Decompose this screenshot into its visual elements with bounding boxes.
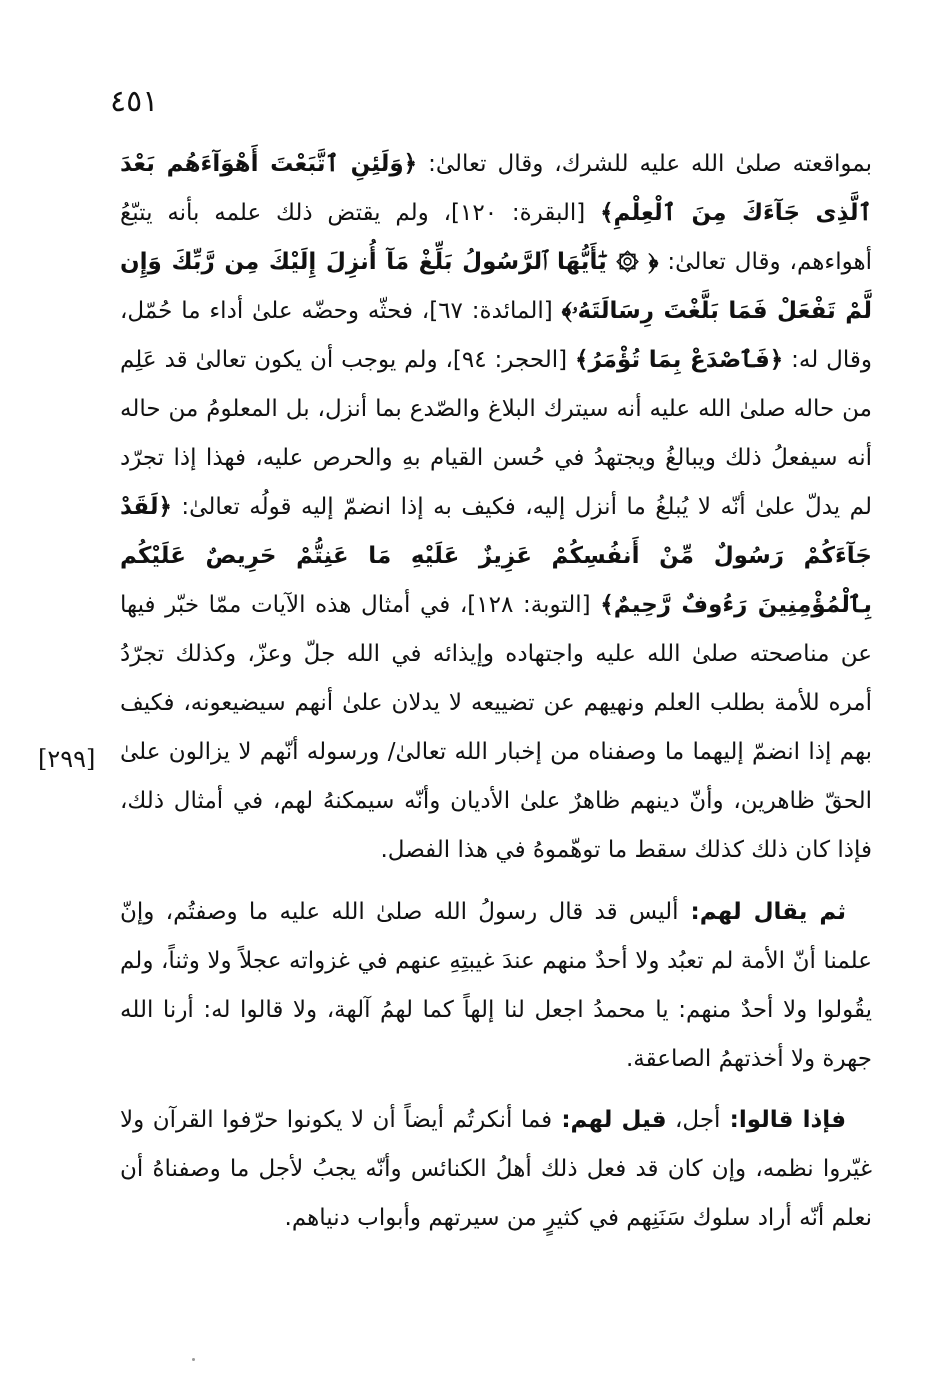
body-paragraph-1 (120, 140, 872, 875)
body-paragraph-2 (120, 888, 872, 1084)
page-number: ٤٥١ (110, 84, 159, 119)
text-segment: [البقرة: ١٢٠]، ولم يقتض ذلك علمه بأنه يتبّعُ أهواءهم، وقال تعالىٰ: (120, 200, 872, 275)
body-paragraph-3 (120, 1096, 872, 1243)
text-segment: أجل، (666, 1107, 721, 1133)
quran-verse: ﴿لَقَدْ جَآءَكُمْ رَسُولٌ مِّنْ أَنفُسِكُمْ عَزِيزٌ عَلَيْهِ مَا عَنِتُّمْ حَرِيصٌ عَلَيْكُم بِٱلْمُؤْمِنِينَ رَءُوفٌ رَّحِيمٌ﴾ (120, 494, 873, 618)
text-segment: بمواقعته صلىٰ الله عليه للشرك، وقال تعالىٰ: (417, 151, 872, 177)
text-segment: [الحجر: ٩٤]، ولم يوجب أن يكون تعالىٰ قد عَلِم من حاله صلىٰ الله عليه أنه سيترك البلاغ والصّدع بما أنزل، بل المعلومُ من حاله أنه سيفعلُ ذلك ويبالغُ ويجتهدُ في حُسن القيام بهِ والحرص عليه، فهذا إذا تجرّد لم يدلّ علىٰ أنّه لا يُبلغُ ما أنزل إليه، فكيف به إذا انضمّ إليه قولُه تعالىٰ: (120, 347, 872, 520)
text-segment: [التوبة: ١٢٨]، في أمثال هذه الآيات ممّا خبّر فيها عن مناصحته صلىٰ الله عليه واجتهاده وإيذائه في الله جلّ وعزّ، وكذلك تجرّدُ أمره للأمة بطلب العلم ونهيهم عن تضييعه لا يدلان علىٰ أنهم سيضيعونه، فكيف بهم إذا انضمّ إليهما ما وصفناه من إخبار الله تعالىٰ/ ورسوله أنّهم لا يزالون علىٰ الحقّ ظاهرين، وأنّ دينهم ظاهرٌ علىٰ الأديان وأنّه سيمكنهُ لهم، في أمثال ذلك، فإذا كان ذلك كذلك سقط ما توهّموهُ في هذا الفصل. (120, 592, 872, 863)
lead-phrase: ثم يقال لهم: (678, 899, 847, 925)
margin-reference: [٢٩٩] (38, 745, 96, 773)
lead-phrase: فإذا قالوا: (720, 1107, 847, 1133)
text-segment: أليس قد قال رسولُ الله صلىٰ الله عليه ما وصفتُم، وإنّ علمنا أنّ الأمة لم تعبُد ولا أحدٌ منهم عندَ غيبتِهِ عنهم في غزواته عجلاً ولا وثناً، ولم يقُولوا ولا أحدٌ منهم: يا محمدُ اجعل لنا إلهاً كما لهمُ آلهة، ولا قالوا له: أرنا الله جهرة ولا أخذتهمُ الصاعقة. (120, 899, 872, 1072)
text-segment: فما أنكرتُم أيضاً أن لا يكونوا حرّفوا القرآن ولا غيّروا نظمه، وإن كان قد فعل ذلك أهلُ الكنائس وأنّه يجبُ لأجل ما وصفناهُ أن نعلم أنّه أراد سلوك سَنَنِهم في كثيرٍ من سيرتهم وأبواب دنياهم. (120, 1107, 872, 1231)
quran-verse: ﴿وَلَئِنِ ٱتَّبَعْتَ أَهْوَآءَهُم بَعْدَ ٱلَّذِى جَآءَكَ مِنَ ٱلْعِلْمِ﴾ (120, 151, 872, 226)
scan-speck (192, 1358, 195, 1361)
quran-verse: ﴿ ۞ يَٰٓأَيُّهَا ٱلرَّسُولُ بَلِّغْ مَآ أُنزِلَ إِلَيْكَ مِن رَّبِّكَ وَإِن لَّمْ تَفْعَلْ فَمَا بَلَّغْتَ رِسَالَتَهُۥ﴾ (120, 249, 872, 324)
quran-verse: ﴿فَٱصْدَعْ بِمَا تُؤْمَرُ﴾ (575, 347, 784, 373)
paragraph (120, 1096, 872, 1243)
lead-phrase: قيل لهم: (552, 1107, 667, 1133)
text-segment: [المائدة: ٦٧]، فحثّه وحضّه علىٰ أداء ما حُمّل، وقال له: (120, 298, 873, 373)
paragraph (120, 140, 872, 875)
paragraph (120, 888, 872, 1084)
